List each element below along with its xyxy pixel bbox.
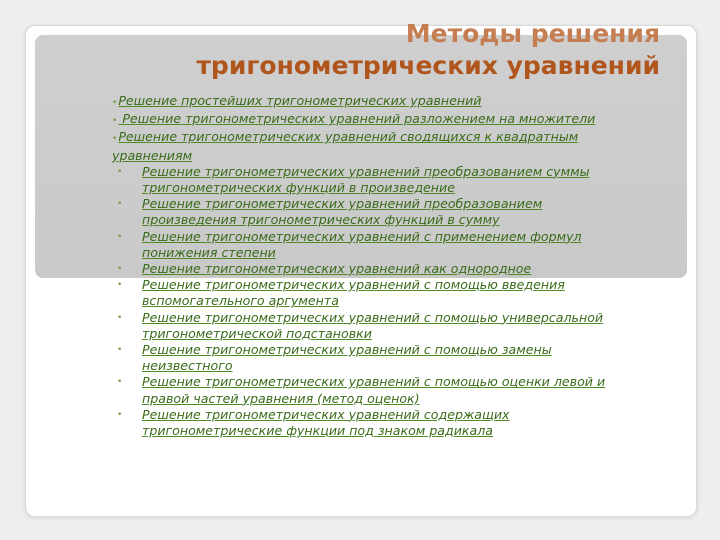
bullet-icon: • <box>112 134 118 145</box>
list-item-link[interactable]: Решение простейших тригонометрических уравнений <box>118 93 482 108</box>
bullet-icon: • <box>117 409 123 420</box>
list-item[interactable] <box>112 229 612 261</box>
list-item[interactable] <box>112 342 612 374</box>
title-line-1: Методы решения <box>405 19 660 48</box>
list-item-link[interactable]: Решение тригонометрических уравнений сводящихся к квадратным уравнениям <box>112 129 579 163</box>
title-line-2: тригонометрических уравнений <box>196 51 660 80</box>
list-item[interactable] <box>112 196 612 228</box>
list-item[interactable] <box>112 261 612 277</box>
bullet-icon: • <box>117 345 123 356</box>
list-item-link[interactable]: Решение тригонометрических уравнений с помощью замены неизвестного <box>142 342 552 374</box>
list-item-link[interactable]: Решение тригонометрических уравнений преобразованием суммы тригонометрических функций в произведение <box>142 163 590 196</box>
bullet-icon: • <box>117 166 123 177</box>
list-item-link[interactable]: Решение тригонометрических уравнений с применением формул понижения степени <box>142 228 582 260</box>
list-item[interactable] <box>112 93 612 111</box>
list-item[interactable] <box>112 111 612 129</box>
methods-list <box>112 93 612 439</box>
list-item[interactable] <box>112 164 612 196</box>
bullet-icon: • <box>117 199 123 210</box>
bullet-icon: • <box>117 377 123 388</box>
bullet-icon: • <box>117 231 123 242</box>
list-item[interactable] <box>112 374 612 406</box>
list-item[interactable] <box>112 129 612 163</box>
slide-title <box>100 18 660 82</box>
bullet-icon: • <box>112 116 118 127</box>
list-item-link[interactable]: Решение тригонометрических уравнений преобразованием произведения тригонометрических функций в сумму <box>142 196 543 228</box>
bullet-icon: • <box>117 280 123 291</box>
list-item-link[interactable]: Решение тригонометрических уравнений с помощью оценки левой и правой частей уравнения (метод оценок) <box>142 374 606 406</box>
list-item-link[interactable]: Решение тригонометрических уравнений как однородное <box>142 261 532 277</box>
bullet-icon: • <box>117 312 123 323</box>
list-item[interactable] <box>112 310 612 342</box>
list-item-link[interactable]: Решение тригонометрических уравнений содержащих тригонометрические функции под знаком радикала <box>142 406 510 439</box>
list-item-link[interactable]: Решение тригонометрических уравнений с помощью введения вспомогательного аргумента <box>142 277 565 309</box>
bullet-icon: • <box>112 98 118 108</box>
list-item-link[interactable]: Решение тригонометрических уравнений с помощью универсальной тригонометрической подстановки <box>142 309 604 341</box>
bullet-icon: • <box>117 264 123 275</box>
list-item[interactable] <box>112 277 612 309</box>
list-item[interactable] <box>112 407 612 439</box>
list-item-link[interactable]: Решение тригонометрических уравнений разложением на множители <box>118 111 596 127</box>
